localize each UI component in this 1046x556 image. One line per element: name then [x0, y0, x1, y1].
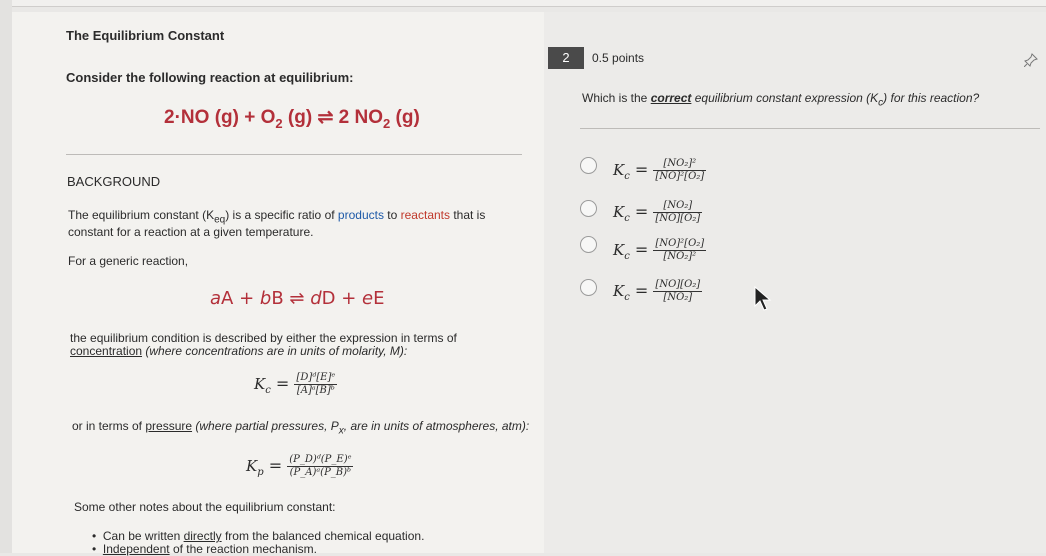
pin-icon[interactable] — [1024, 53, 1038, 70]
background-heading: BACKGROUND — [67, 174, 161, 189]
page-title: The Equilibrium Constant — [66, 28, 225, 43]
question-points: 0.5 points — [592, 51, 645, 65]
option-3-radio[interactable] — [580, 236, 597, 253]
option-1-radio[interactable] — [580, 157, 597, 174]
condition-line-2: concentration (where concentrations are in units of molarity, M): — [70, 344, 408, 358]
option-2-expression[interactable]: $K_c$ = $\frac{\text{[NO₂]}}{\text{[NO][O₂]}}$ — [613, 200, 701, 225]
main-reaction: 2·NO $(g) + O_2$ (g) ⇌ 2 $NO_2$ (g) — [164, 107, 420, 131]
note-bullet-1: • Can be written directly from the balanced chemical equation. — [92, 529, 425, 543]
pressure-line: or in terms of pressure (where partial pressures, $P_x$, are in units of atmospheres, atm): — [72, 419, 530, 437]
definition-line-2: constant for a reaction at a given temperature. — [68, 225, 314, 239]
option-4-expression[interactable]: $K_c$ = $\frac{\text{[NO][O₂]}}{\text{[NO₂]}}$ — [613, 279, 701, 304]
kp-expression: $K_p$ = $\frac{\text{(P\_D)ᵈ(P\_E)ᵉ}}{\text{(P\_A)ᵃ(P\_B)ᵇ}}$ — [246, 454, 352, 479]
intro-text: Consider the following reaction at equilibrium: — [66, 70, 354, 85]
option-2-radio[interactable] — [580, 200, 597, 217]
kc-expression: $K_c$ = $\frac{\text{[D]ᵈ[E]ᵉ}}{\text{[A]ᵃ[B]ᵇ}}$ — [254, 372, 336, 397]
generic-intro: For a generic reaction, — [68, 254, 189, 268]
definition-line-1: The equilibrium constant $(K_{eq})$ is a specific ratio of products to reactants that is — [68, 208, 486, 226]
condition-line-1: the equilibrium condition is described by either the expression in terms of — [70, 331, 457, 345]
option-3-expression[interactable]: $K_c$ = $\frac{\text{[NO]²[O₂]}}{\text{[NO₂]²}}$ — [613, 238, 705, 263]
question-divider — [580, 128, 1040, 129]
option-4-radio[interactable] — [580, 279, 597, 296]
divider — [66, 154, 522, 155]
left-edge — [0, 0, 12, 553]
question-text: Which is the correct equilibrium constant expression $(K_c)$ for this reaction? — [582, 91, 980, 109]
option-1-expression[interactable]: $K_c$ = $\frac{\text{[NO₂]²}}{\text{[NO]²[O₂]}}$ — [613, 158, 705, 183]
notes-heading: Some other notes about the equilibrium constant: — [74, 500, 336, 514]
note-bullet-2: • Independent of the reaction mechanism. — [92, 542, 318, 556]
question-number: 2 — [548, 47, 584, 69]
cursor-icon — [754, 286, 772, 317]
generic-reaction: aA + bB ⇌ dD + eE — [210, 288, 385, 309]
top-bar — [0, 0, 1046, 7]
